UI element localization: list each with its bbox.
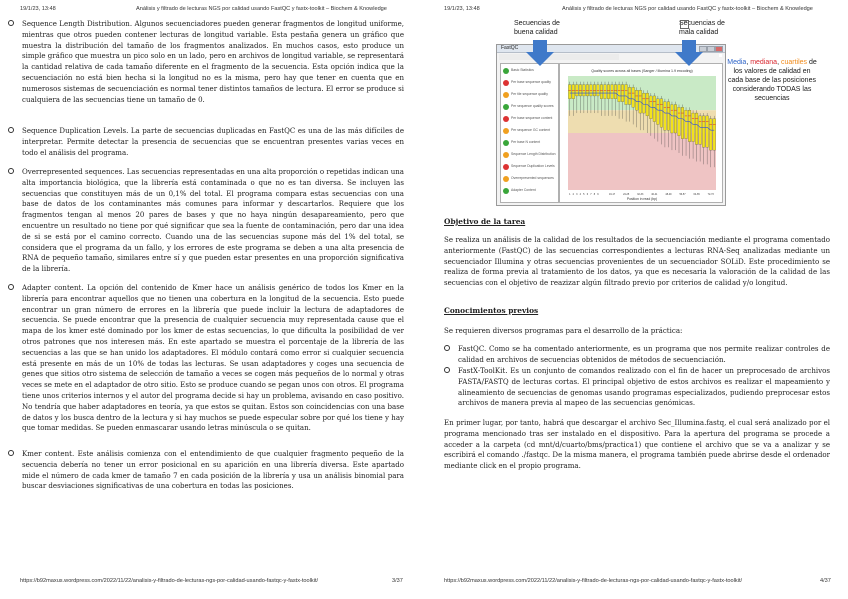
module-label: Overrepresented sequences: [511, 176, 554, 180]
box: [709, 119, 712, 150]
box: [625, 85, 628, 105]
item-text: Sequence Length Distribution. Algunos secuenciadores pueden generar fragmentos de longitud uniforme, mientras que otros pueden contener lecturas de longitud variable. Esta pestaña genera un gráfico que muestra la distribución del tamaño de los fragmentos analizados. En muchos casos, esto produce un simple gráfico que muestra un pico solo en un lado, pero en archivos de longitud variable, se representará la cantidad relativa de cada tamaño diferente en el fragmento de la secuencia. Esta opción indica que la secuenciación no está bien hecha si la longitud no es la misma, pero hay que tener en cuenta que en numerosos sistemas de secuenciación es normal tener distintos tamaños de lectura. El error se produce si cualquiera de las secuencias tiene un tamaño de 0.: [22, 19, 404, 104]
header-title: Análisis y filtrado de lecturas NGS por calidad usando FastQC y fastx-toolkit – Biochem & Knowledge: [562, 6, 813, 12]
module-label: Per tile sequence quality: [511, 92, 548, 96]
box: [667, 102, 670, 130]
box: [642, 93, 645, 113]
status-icon: [503, 116, 509, 122]
module-item[interactable]: [503, 163, 556, 172]
item-text: FastX-ToolKit. Es un conjunto de comandos realizado con el fin de hacer un preprocesado de archivos FASTA/FASTQ de lecturas cortas. El principal objetivo de estos archivos es realizar el mapeamiento y alineamiento de secuencias de genomas usando programas especializados, pudiendo preprocesar estos archivos de manera previa al mapeo de las secuencias genómicas.: [458, 366, 830, 408]
close-icon: [715, 46, 723, 52]
box: [621, 85, 624, 102]
tick-label: 40-41: [651, 193, 658, 196]
box: [674, 105, 677, 134]
tick-label: 64-65: [693, 193, 700, 196]
box: [611, 85, 614, 99]
bullet-icon: [8, 20, 14, 26]
module-label: Adapter Content: [511, 188, 536, 192]
tick-label: 72-73: [707, 193, 714, 196]
footer-url: https://b92maxus.wordpress.com/2022/11/22/analisis-y-filtrado-de-lecturas-ngs-por-calidad-usando-fastqc-y-fastx-toolkit/: [20, 578, 319, 584]
quality-plot: [559, 63, 723, 203]
tick-label: 32-33: [637, 193, 644, 196]
tick-label: 9: [597, 193, 599, 196]
status-icon: [503, 164, 509, 170]
module-label: Per sequence quality scores: [511, 104, 554, 108]
tick-label: 7: [590, 193, 592, 196]
item-text: Kmer content. Este análisis comienza con el entendimiento de que cualquier fragmento pequeño de la secuencia debería no tener un error posicional en su aparición en una librería diversa. Este apartado mide el número de cada kmer de tamaño 7 en cada posición de la librería y usa un análisis binomial para buscar desviaciones significativas de una cobertura en todas las posiciones.: [22, 449, 404, 491]
module-item[interactable]: [503, 115, 556, 124]
status-icon: [503, 80, 509, 86]
footer-page: 4/37: [820, 578, 831, 584]
list-item: [22, 19, 404, 105]
window-titlebar: [497, 45, 725, 53]
tick-label: 4: [579, 193, 582, 196]
list-item: [22, 126, 404, 158]
module-label: Sequence Duplication Levels: [511, 164, 555, 168]
maximize-icon: [707, 46, 715, 52]
item-text: FastQC. Como se ha comentado anteriormente, es un programa que nos permite realizar controles de calidad en archivos de secuencias obtenidos de métodos de secuenciación.: [458, 344, 830, 364]
box: [632, 87, 635, 107]
module-label: Per base sequence quality: [511, 80, 551, 84]
box: [702, 116, 705, 147]
chart-title: Quality scores across all bases (Sanger / Illumina 1.9 encoding): [591, 69, 693, 73]
status-icon: [503, 140, 509, 146]
box: [653, 96, 656, 122]
status-icon: [503, 188, 509, 194]
x-axis-label: Position in read (bp): [626, 197, 658, 201]
label-good-quality: Secuencias de buena calidad: [514, 20, 560, 36]
status-icon: [503, 92, 509, 98]
list-item: [22, 167, 404, 275]
box: [681, 107, 684, 138]
box: [664, 102, 667, 130]
note-rest: de los valores de calidad en cada base de las posiciones considerando TODAS las secuencias: [728, 59, 817, 102]
bullet-icon: [444, 345, 450, 351]
box: [618, 85, 621, 102]
closing-text: En primer lugar, por tanto, habrá que descargar el archivo Sec_Illumina.fastq, el cual será analizado por el programa mencionado tras ser instalado en el dispositivo. Para la apertura del programa se procede a acceder a la carpeta (cd mnt/d/cuarto/bms/practica1) que contiene el archivo que se va a analizar y se escribirá el comando ./fastqc. De la misma manera, el programa también puede abrirse desde el ordenador mediante click en el propio programa.: [444, 418, 830, 471]
box: [660, 99, 663, 128]
footer-url: https://b92maxus.wordpress.com/2022/11/22/analisis-y-filtrado-de-lecturas-ngs-por-calidad-usando-fastqc-y-fastx-toolkit/: [444, 578, 743, 584]
section-title-conocimientos: Conocimientos previos: [444, 306, 539, 315]
list-item: [22, 283, 404, 434]
annotation-note: [726, 58, 818, 103]
list-item: [22, 449, 404, 492]
note-mediana: mediana: [750, 59, 778, 66]
box: [699, 116, 702, 144]
module-item[interactable]: [503, 139, 556, 148]
tick-label: 48-49: [665, 193, 672, 196]
module-label: Per sequence GC content: [511, 128, 551, 132]
bullet-icon: [8, 168, 14, 174]
note-media: Media: [727, 59, 747, 66]
tick-label: 6: [586, 193, 589, 196]
box: [604, 85, 607, 99]
section-text-objetivo: Se realiza un análisis de la calidad de los resultados de la secuenciación mediante el programa comentado anteriormente (FastQC) de las secuencias correspondientes a lecturas RNA-Seq analizadas mediante un secuenciador Illumina y otras secuencias provenientes de un secuenciador SOLiD. Este procedimiento se realiza de forma previa al tratamiento de los datos, ya que es necesaria la valoración de la calidad de las secuencias con el objetivo de reazizar algún filtrado previo por criterios de calidad y/o longitud.: [444, 235, 830, 288]
box: [628, 87, 631, 104]
list-item: [458, 366, 830, 409]
item-text: Overrepresented sequences. Las secuencias representadas en una alta proporción o repetidas indican una alta importancia biológica, que la librería está contaminada o que no es tan diversa. Se incluyen las secuencias que constituyen más de un 0,1% del total. El programa compara estas secuencias con una base de datos de los contaminantes más comunes para informar y descartarlos. Requiere que los fragmentos tengan al menos 20 pares de bases y que no haya ningún desapareamiento, pero que encuentre un resultado no tiene por qué significar que sea la fuente de contaminación, pero dar una idea de si se está por el camino correcto. Cuando una de las secuencias supone más del 1% del total, se considera que el programa da un fallo, y los errores de este programa se deben a una alta presencia de RNA de pequeño tamaño, similares entre sí y que pueden estar presentes en una proporción significativa de la librería.: [22, 167, 404, 274]
box: [695, 113, 698, 144]
box: [572, 85, 575, 99]
box: [692, 113, 695, 142]
tick-label: 56-57: [679, 193, 686, 196]
note-sep: ,: [777, 59, 781, 66]
tick-label: 1: [569, 193, 571, 196]
list-item: [458, 344, 830, 366]
module-item[interactable]: [503, 127, 556, 136]
item-text: Sequence Duplication Levels. La parte de secuencias duplicadas en FastQC es una de las más difíciles de interpretar. Permite detectar la presencia de secuencias que se encuentran presentes varias veces en todo el análisis del programa.: [22, 126, 404, 157]
marker-good-icon: [680, 20, 689, 29]
bullet-icon: [444, 367, 450, 373]
box: [713, 119, 716, 150]
box: [600, 85, 603, 99]
note-cuartiles: cuartiles: [780, 59, 808, 66]
module-item[interactable]: [503, 175, 556, 184]
module-item[interactable]: [503, 91, 556, 100]
section-intro: Se requieren diversos programas para el desarrollo de la práctica:: [444, 326, 683, 335]
status-icon: [503, 68, 509, 74]
header-datetime: 19/1/23, 13:48: [444, 6, 480, 12]
tick-label: 16-17: [608, 193, 616, 196]
footer-page: 3/37: [392, 578, 403, 584]
fastqc-screenshot: [496, 44, 726, 206]
module-item[interactable]: [503, 67, 556, 76]
status-icon: [503, 152, 509, 158]
status-icon: [503, 104, 509, 110]
module-item[interactable]: [503, 151, 556, 160]
label-bad-quality: Secuencias de mala calidad: [679, 20, 725, 36]
tick-label: 24-25: [623, 193, 630, 196]
tick-label: 8: [593, 193, 596, 196]
section-title-objetivo: Objetivo de la tarea: [444, 217, 526, 226]
page-4: [424, 0, 848, 599]
module-list: [500, 63, 559, 203]
box: [685, 110, 688, 139]
status-icon: [503, 176, 509, 182]
module-item[interactable]: [503, 79, 556, 88]
item-text: Adapter content. La opción del contenido de Kmer hace un análisis genérico de todos los Kmer en la librería para encontrar aquellos que no tienen una cobertura en la longitud de la secuencia. Esto puede encontrar un gran número de errores en la librería que puede incluir la lectura de adaptadores de secuencia. Se puede encontrar que la presencia de cualquier secuencia muy representada cause que el mapa de los kmer esté dominado por los kmer de estas secuencias, lo que dificulta la posibilidad de ver otros patrones que nos interesen más. En este apartado se muestra el porcentaje de la librería de las secuencias a las que se han unido los adaptadores. El módulo contará como error si cualquier secuencia está presente en más de un 10% de todas las lecturas. Se usan adaptadores y coges una secuencia de genes que sitios otro sistema de selección de tamaño a veces se cogen más pequeños de lo normal y otras veces se mete en el adaptador de otro sitio. Esto se produce cuando se pegan unos con otros. El programa tiene unos criterios internos y el autor del programa decide si hay un problema, avisando en caso positivo. No tendría que haber adaptadores en teoría, ya que estos se quitan. Estos son coincidencias con una base de datos y los busca dentro de la lectura y si hay muchos se puede especular sobre por qué los tiene y hay que tomar medidas. Se pueden enmascarar usando letras minúscula o se quitan.: [22, 283, 404, 433]
box: [607, 85, 610, 99]
box: [706, 116, 709, 147]
box: [614, 85, 617, 99]
menu-bar: [499, 54, 619, 60]
status-icon: [503, 128, 509, 134]
header-datetime: 19/1/23, 13:48: [20, 6, 56, 12]
module-item[interactable]: [503, 187, 556, 196]
box: [688, 110, 691, 141]
box: [678, 107, 681, 136]
minimize-icon: [699, 46, 707, 52]
module-label: Basic Statistics: [511, 68, 534, 72]
module-label: Sequence Length Distribution: [511, 152, 556, 156]
tick-label: 2: [572, 193, 574, 196]
box: [657, 99, 660, 125]
tick-label: 3: [576, 193, 578, 196]
box: [671, 105, 674, 134]
module-label: Per base N content: [511, 140, 541, 144]
bullet-icon: [8, 127, 14, 133]
module-item[interactable]: [503, 103, 556, 112]
window-title: FastQC: [501, 45, 519, 51]
box: [568, 85, 571, 99]
note-sep: ,: [746, 59, 751, 66]
module-label: Per base sequence content: [511, 116, 553, 120]
box: [635, 90, 638, 110]
bullet-icon: [8, 450, 14, 456]
header-title: Análisis y filtrado de lecturas NGS por calidad usando FastQC y fastx-toolkit – Biochem & Knowledge: [136, 6, 387, 12]
bullet-icon: [8, 284, 14, 290]
tick-label: 5: [583, 193, 585, 196]
